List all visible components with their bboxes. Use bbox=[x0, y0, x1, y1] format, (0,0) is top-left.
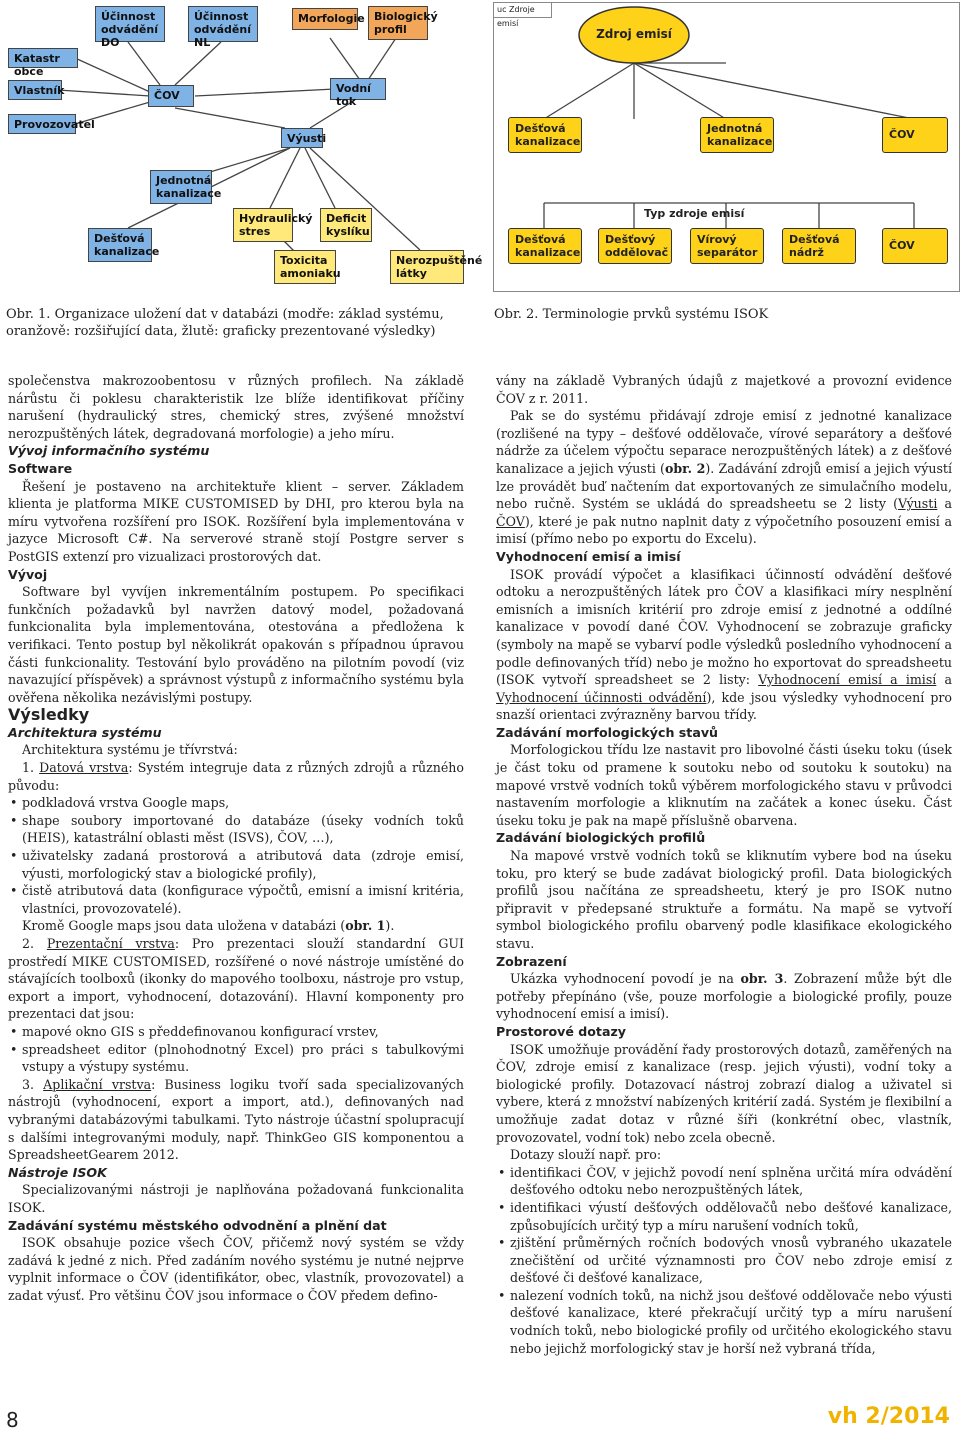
page-number: 8 bbox=[6, 1408, 19, 1432]
bullet-list-data-sources bbox=[8, 794, 464, 917]
journal-issue: vh 2/2014 bbox=[827, 1404, 950, 1429]
paragraph bbox=[8, 935, 464, 1023]
list-item: • identifikaci výustí dešťových oddělovačů nebo dešťové kanalizace, způsobujících určitý typ a míru narušení vodních toků, bbox=[510, 1199, 952, 1234]
node-ucinnost-do: Účinnost odvádění DO bbox=[95, 6, 165, 42]
term-sheet-2: Vyhodnocení účinnosti odvádění bbox=[496, 689, 707, 705]
paragraph: Specializovanými nástroji je naplňována požadovaná funkcionalita ISOK. bbox=[8, 1182, 464, 1215]
node-biologicky-profil: Biologický profil bbox=[368, 6, 428, 40]
heading-vyhodnoceni-emisi: Vyhodnocení emisí a imisí bbox=[496, 548, 681, 564]
heading-biologickych-profilu: Zadávání biologických profilů bbox=[496, 830, 706, 846]
paragraph: Software byl vyvíjen inkrementálním postupem. Po specifikaci funkčních požadavků byl navržen datový model, požadovaná funkcionalita byla implementována, otestována a předložena k verifikaci. Tento postup byl několikrát opakován s případnou úpravou části funkcionality. Testování bylo prováděno na pilotním povodí (viz navazující příspěvek) a správnost výstupů z informačního systému byla ověřena několika nezávislými postupy. bbox=[8, 584, 464, 705]
node-vyusti: Výusti bbox=[281, 128, 323, 148]
paragraph: Morfologickou třídu lze nastavit pro libovolné části úseku toku (úsek je část toku od pramene k soutoku nebo od soutoku k soutoku) na mapové vrstvě vodních toků výběrem morfologického stavu v průvodci nastavením morfologie a kliknutím na začátek a konec úseku. Část úseku toku je pak na mapě příslušně obarvena. bbox=[496, 742, 952, 828]
list-number: 2. bbox=[22, 936, 47, 951]
text: Ukázka vyhodnocení povodí je na bbox=[510, 971, 741, 987]
list-item: • mapové okno GIS s předdefinovanou konfigurací vrstev, bbox=[22, 1023, 464, 1041]
paragraph: společenstva makrozoobentosu v různých profilech. Na základě nárůstu či poklesu charakteristik lze blíže identifikovat příčiny narušení (hydraulický stres, chemický stres, zvýšené množství nerozpuštěných látek, degradovaná morfologie) a jeho míru. bbox=[8, 373, 464, 441]
paragraph bbox=[8, 1076, 464, 1164]
right-column bbox=[496, 372, 952, 1357]
list-item: • zjištění průměrných ročních bodových vnosů vybraného ukazatele znečištění od určité významnosti pro ČOV nebo zdroje emisí z dešťové či dešťové kanalizace, bbox=[510, 1234, 952, 1287]
figure-2-diagram bbox=[493, 2, 960, 292]
figure-2-tag: uc Zdroje emisí bbox=[494, 3, 552, 18]
paragraph: vány na základě Vybraných údajů z majetkové a provozní evidence ČOV z r. 2011. bbox=[496, 373, 952, 406]
figure-2-caption: Obr. 2. Terminologie prvků systému ISOK bbox=[494, 307, 769, 322]
text: ISOK provádí výpočet a klasifikaci účinností odvádění dešťové odtoku a nerozpuštěných látek pro ČOV a klasifikaci míry nesplnění emisních a imisních kritérií pro zdroje emisí z jednotné a oddílné kanalizace v povodí dané ČOV. Vyhodnocení se zobrazuje graficky (symboly na mapě se vybarví podle výsledků posledního vyhodnocení a podle definovaných tříd) nebo je možno ho exportovat do spreadsheetu (ISOK vytvoří spreadsheet se 2 listy: bbox=[496, 566, 952, 688]
node-destova-kanalizace: Dešťová kanalizace bbox=[88, 228, 152, 262]
term-prezentacni-vrstva: Prezentační vrstva bbox=[46, 936, 175, 951]
heading-vysledky: Výsledky bbox=[8, 705, 90, 725]
paragraph: Řešení je postaveno na architektuře klient – server. Základem klienta je platforma MIKE CUSTOMISED by DHI, pro kterou byla na míru vytvořena rozšíření pro ISOK. Rozšíření byla implementována v jazyce Microsoft C#. Na serverové straně stojí Postgre server s PostGIS extenzí pro vizualizaci prostorových dat. bbox=[8, 478, 464, 564]
node-jednotna-kanalizace: Jednotná kanalizace bbox=[150, 170, 212, 204]
node-type-destova-nadrz: Dešťová nádrž bbox=[782, 228, 856, 264]
text: : Systém integruje data z různých zdrojů a různého původu: bbox=[8, 760, 464, 793]
heading-vyvoj: Vývoj bbox=[8, 566, 48, 582]
heading-zobrazeni: Zobrazení bbox=[496, 953, 567, 969]
paragraph: Architektura systému je třívrstvá: bbox=[22, 742, 238, 758]
text: ), které je pak nutno naplnit daty z výpočetního posouzení emisí a imisí (přímo nebo po exportu do Excelu). bbox=[496, 513, 952, 547]
list-item: • identifikaci ČOV, v jejichž povodí není splněna určitá míra odvádění dešťového odtoku nebo nerozpuštěných látek, bbox=[510, 1164, 952, 1199]
paragraph bbox=[496, 407, 952, 548]
bullet-list-components bbox=[8, 1023, 464, 1076]
node-deficit-kysliku: Deficit kyslíku bbox=[320, 208, 372, 242]
text: : Business logiku tvoří sada specializovaných nástrojů (vyhodnocení, export a import, atd.), definovaných nad vybranými databázovými tabulkami. Tyto nástroje účastní spolupracují s dalšími integrovanými moduly, např. ThinkGeo GIS komponentou a SpreadsheetGearem 2012. bbox=[8, 1076, 464, 1163]
paragraph bbox=[496, 566, 952, 724]
node-vlastnik: Vlastník bbox=[8, 80, 62, 100]
text: a bbox=[937, 496, 952, 512]
term-vyusti: Výusti bbox=[897, 496, 938, 512]
heading-nastroje-isok: Nástroje ISOK bbox=[8, 1164, 107, 1180]
node-katastr-obce: Katastr obce bbox=[8, 48, 78, 68]
heading-vyvoj-informacniho-systemu: Vývoj informačního systému bbox=[8, 443, 210, 459]
node-nerozpustene-latky: Nerozpuštěné látky bbox=[390, 250, 464, 284]
node-vodni-tok: Vodní tok bbox=[330, 78, 386, 100]
term-sheet-1: Vyhodnocení emisí a imisí bbox=[758, 672, 937, 688]
list-item: • spreadsheet editor (plnohodnotný Excel) pro práci s tabulkovými vstupy a výstupy systému. bbox=[22, 1041, 464, 1076]
node-zdroj-emisi: Zdroj emisí bbox=[596, 27, 672, 41]
heading-architektura-systemu: Architektura systému bbox=[8, 724, 162, 740]
node-type-virovy-separator: Vírový separátor bbox=[690, 228, 764, 264]
node-type-destova-kanalizace: Dešťová kanalizace bbox=[508, 228, 582, 264]
figure-ref: obr. 2 bbox=[664, 460, 706, 476]
term-cov: ČOV bbox=[496, 513, 525, 529]
bullet-list-queries bbox=[496, 1164, 952, 1358]
figure-1-connectors bbox=[0, 0, 480, 285]
list-item: • uživatelsky zadaná prostorová a atributová data (zdroje emisí, výusti, morfologický stav a biologické profily), bbox=[22, 847, 464, 882]
text: ), kde jsou výsledky vyhodnocení pro snazší orientaci zvýrazněny barvou třídy. bbox=[496, 689, 953, 723]
paragraph: ISOK obsahuje pozice všech ČOV, přičemž nový systém se vždy zadává k jedné z nich. Před zadáním nového systému je nutné nejprve vyplnit informace o ČOV (identifikátor, obec, vlastník, provozovatel) a zadat výusť. Pro většinu ČOV jsou informace o ČOV předem defino- bbox=[8, 1235, 464, 1303]
figure-ref: obr. 1 bbox=[345, 918, 386, 934]
heading-prostorove-dotazy: Prostorové dotazy bbox=[496, 1023, 626, 1039]
heading-zadavani-systemu: Zadávání systému městského odvodnění a plnění dat bbox=[8, 1217, 387, 1233]
term-datova-vrstva: Datová vrstva bbox=[39, 760, 129, 776]
text: Kromě Google maps jsou data uložena v databázi ( bbox=[22, 918, 346, 934]
figure-1-caption: Obr. 1. Organizace uložení dat v databázi (modře: základ systému, oranžově: rozšiřující data, žlutě: graficky prezentované výsledky) bbox=[6, 307, 444, 339]
node-ucinnost-nl: Účinnost odvádění NL bbox=[188, 6, 258, 42]
list-item: • podkladová vrstva Google maps, bbox=[22, 794, 464, 812]
text: Pak se do systému přidávají zdroje emisí z jednotné kanalizace (rozlišené na typy – dešťové oddělovače, vírové separátory a dešťové nádrže za účelem výpočtu separace nerozpuštěných látek) a z dešťové kanalizace a jejich výusti ( bbox=[496, 408, 952, 476]
text: : Pro prezentaci slouží standardní GUI prostředí MIKE CUSTOMISED, rozšířené o nové nástroje umístěné do stávajících toolboxů (ikonky do mapového toolboxu, nástroje pro vstup, export a import, vyhodnocení, dotazování). Hlavní komponenty pro prezentaci dat jsou: bbox=[8, 936, 464, 1022]
text: a bbox=[936, 672, 952, 688]
node-type-cov: ČOV bbox=[882, 228, 948, 264]
paragraph: Dotazy slouží např. pro: bbox=[510, 1147, 662, 1163]
list-item: • čistě atributová data (konfigurace výpočtů, emisní a imisní kritéria, vlastníci, provozovatelé). bbox=[22, 882, 464, 917]
text: ). bbox=[385, 918, 395, 934]
node-morfologie: Morfologie bbox=[292, 8, 358, 30]
node-jednotna-kanalizace-2: Jednotná kanalizace bbox=[700, 117, 774, 153]
text: . Zobrazení může být dle potřeby přepínáno (vše, pouze morfologie a biologické profily, pouze vyhodnocení emisí a imisí). bbox=[496, 971, 952, 1022]
node-cov-2: ČOV bbox=[882, 117, 948, 153]
paragraph: Na mapové vrstvě vodních toků se kliknutím vybere bod na úseku toku, pro který se bude zadávat biologický profil. Data biologických profilů jsou načítána ze spreadsheetu, který je pro ISOK nutno připravit v předepsané struktuře a formátu. Na mapě se vytvoří symbol biologického profilu obarvený podle klasifikace ekologického stavu. bbox=[496, 848, 952, 951]
node-provozovatel: Provozovatel bbox=[8, 114, 76, 134]
term-aplikacni-vrstva: Aplikační vrstva bbox=[43, 1076, 152, 1092]
label-typ-zdroje-emisi: Typ zdroje emisí bbox=[644, 207, 745, 220]
figure-ref: obr. 3 bbox=[740, 971, 784, 987]
list-number: 3. bbox=[22, 1076, 44, 1092]
left-column bbox=[8, 372, 464, 1304]
node-destova-kanalizace-2: Dešťová kanalizace bbox=[508, 117, 582, 153]
paragraph: ISOK umožňuje provádění řady prostorových dotazů, zaměřených na ČOV, zdroje emisí z kanalizace (resp. jejich výusti), vodní toky a biologické profily. Dotazovací nástroj zobrazí dialog a uživatel si vybere, která z množství nabízených kritérií zadá. Systém je flexibilní a umožňuje zadat dotaz v různé šíři (konkrétní obec, vlastník, provozovatel, vodní tok) nebo zcela obecně. bbox=[496, 1041, 952, 1145]
heading-morfologickych-stavu: Zadávání morfologických stavů bbox=[496, 724, 718, 740]
node-cov: ČOV bbox=[148, 85, 194, 107]
node-type-destovy-oddelovac: Dešťový oddělovač bbox=[598, 228, 672, 264]
node-toxicita-amoniaku: Toxicita amoniaku bbox=[274, 250, 336, 284]
node-hydraulicky-stres: Hydraulický stres bbox=[233, 208, 293, 242]
text: ). Zadávání zdrojů emisí a jejich výustí lze provádět buď načtením dat exportovaných ze simulačního modelu, nebo ručně. Systém se ukládá do spreadsheetu se 2 listy ( bbox=[496, 460, 953, 512]
paragraph bbox=[496, 970, 952, 1023]
paragraph bbox=[8, 759, 464, 794]
figure-1-diagram bbox=[0, 0, 483, 285]
list-number: 1. bbox=[22, 760, 40, 776]
heading-software: Software bbox=[8, 460, 73, 476]
list-item: • shape soubory importované do databáze (úseky vodních toků (HEIS), katastrální oblasti měst (ISVS), ČOV, …), bbox=[22, 812, 464, 847]
paragraph bbox=[8, 917, 464, 935]
list-item: • nalezení vodních toků, na nichž jsou dešťové oddělovače nebo výusti dešťové kanalizace, které překračují určitý typ a míru narušení vodních toků, nebo biologické profily od určitého ekologického stavu nebo jejichž morfologický stav je horší než vybraná třída, bbox=[510, 1287, 952, 1357]
